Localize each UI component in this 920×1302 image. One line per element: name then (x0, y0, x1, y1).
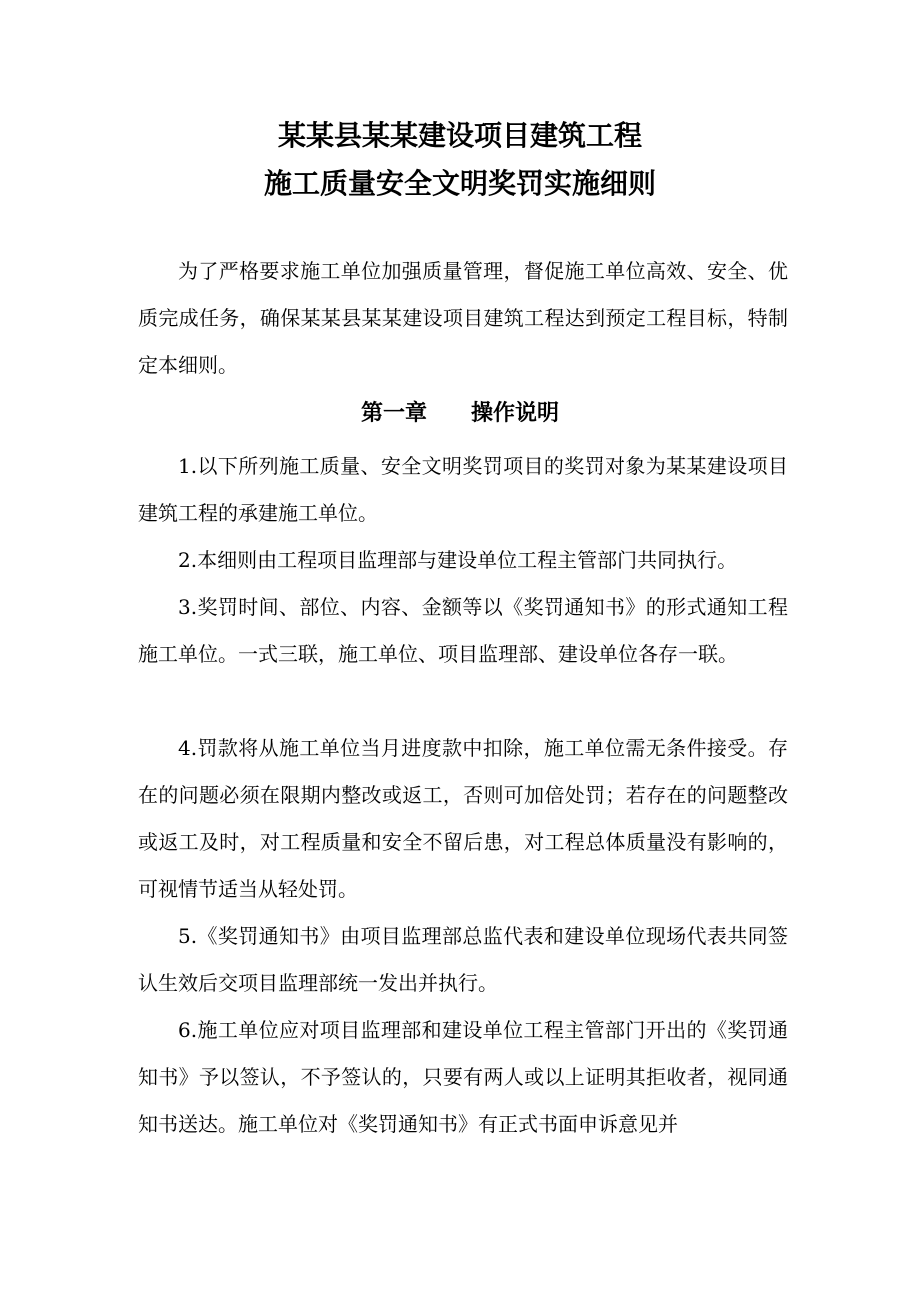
clause-paragraph-5: 5.《奖罚通知书》由项目监理部总监代表和建设单位现场代表共同签认生效后交项目监理部统一发出并执行。 (138, 924, 788, 995)
chapter-number: 第一章 (360, 401, 427, 426)
clause-paragraph-6: 6.施工单位应对项目监理部和建设单位工程主管部门开出的《奖罚通知书》予以签认，不予签认的，只要有两人或以上证明其拒收者，视同通知书送达。施工单位对《奖罚通知书》有正式书面申诉意见并 (138, 1018, 788, 1136)
chapter-name: 操作说明 (471, 401, 560, 426)
document-title-line-1: 某某县某某建设项目建筑工程 (277, 119, 642, 152)
intro-paragraph: 为了严格要求施工单位加强质量管理，督促施工单位高效、安全、优质完成任务，确保某某县某某建设项目建筑工程达到预定工程目标，特制定本细则。 (138, 259, 788, 377)
clause-paragraph-1: 1.以下所列施工质量、安全文明奖罚项目的奖罚对象为某某建设项目建筑工程的承建施工单位。 (138, 454, 788, 525)
document-title-line-2: 施工质量安全文明奖罚实施细则 (263, 167, 656, 200)
clause-paragraph-3: 3.奖罚时间、部位、内容、金额等以《奖罚通知书》的形式通知工程施工单位。一式三联，施工单位、项目监理部、建设单位各存一联。 (138, 595, 788, 666)
chapter-heading (0, 396, 920, 432)
clause-paragraph-2: 2.本细则由工程项目监理部与建设单位工程主管部门共同执行。 (178, 548, 738, 572)
clause-paragraph-4: 4.罚款将从施工单位当月进度款中扣除，施工单位需无条件接受。存在的问题必须在限期内整改或返工，否则可加倍处罚；若存在的问题整改或返工及时，对工程质量和安全不留后患，对工程总体质量没有影响的，可视情节适当从轻处罚。 (138, 736, 788, 901)
